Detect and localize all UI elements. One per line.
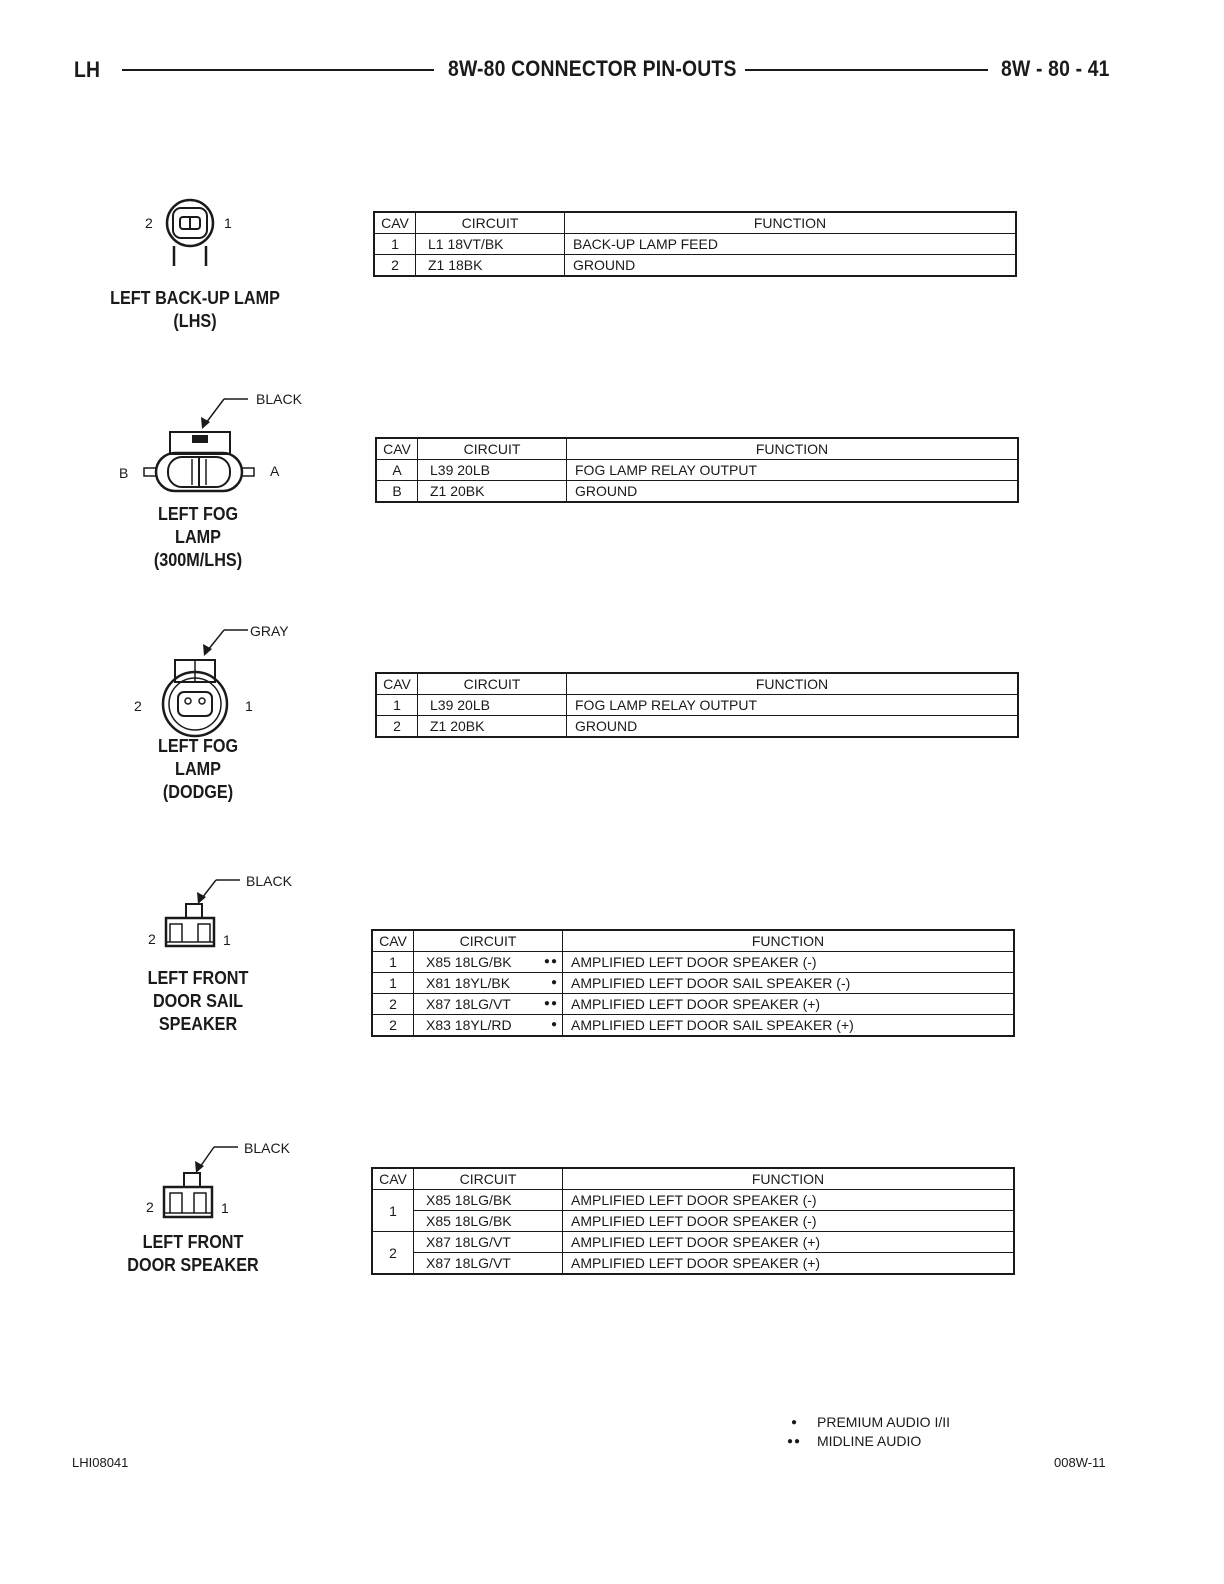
door-speaker-connector-icon xyxy=(158,1143,258,1223)
pin-label: 1 xyxy=(224,215,232,231)
connector-caption: LEFT FRONT DOOR SPEAKER xyxy=(127,1232,259,1275)
premium-audio-icon: ● xyxy=(550,977,558,988)
table-row: 1 X85 18LG/BK ●● AMPLIFIED LEFT DOOR SPEAKER (-) xyxy=(372,952,1014,973)
table-row: 1 X85 18LG/BK AMPLIFIED LEFT DOOR SPEAKER (-) xyxy=(372,1190,1014,1211)
premium-audio-icon: ● xyxy=(790,1417,798,1428)
pin-label: 2 xyxy=(146,1199,154,1215)
connector-caption: LEFT FRONT DOOR SAIL SPEAKER xyxy=(147,968,249,1034)
table-row: 1 L1 18VT/BK BACK-UP LAMP FEED xyxy=(374,234,1016,255)
page-title: 8W-80 CONNECTOR PIN-OUTS xyxy=(448,56,737,81)
premium-audio-icon: ● xyxy=(550,1019,558,1030)
audio-legend xyxy=(785,1413,950,1451)
pinout-table: CAV CIRCUIT FUNCTION 1 X85 18LG/BK AMPLIFIED LEFT DOOR SPEAKER (-) X85 18LG/BK AMPLIFIED LEFT DOOR SPEAKER (-) 2 X87 18LG/VT AMPLIFIED LEFT DOOR SPEAKER (+) X87 18LG/VT AMPLIFIED LEFT DOOR SPEAKER (+) xyxy=(371,1167,1015,1275)
connector-caption: LEFT BACK-UP LAMP (LHS) xyxy=(110,288,280,331)
page-number: 8W - 80 - 41 xyxy=(1001,56,1110,81)
midline-audio-icon: ●● xyxy=(543,998,558,1009)
connector-color: GRAY xyxy=(250,623,289,639)
legend-label: MIDLINE AUDIO xyxy=(817,1433,922,1449)
table-row: 2 X83 18YL/RD ● AMPLIFIED LEFT DOOR SAIL SPEAKER (+) xyxy=(372,1015,1014,1037)
table-row: 2 X87 18LG/VT ●● AMPLIFIED LEFT DOOR SPEAKER (+) xyxy=(372,994,1014,1015)
section-code: LH xyxy=(74,57,101,82)
header-rule-right xyxy=(745,69,988,71)
table-row: 2 Z1 18BK GROUND xyxy=(374,255,1016,277)
table-row: X87 18LG/VT AMPLIFIED LEFT DOOR SPEAKER (+) xyxy=(372,1253,1014,1275)
pin-label: 1 xyxy=(221,1200,229,1216)
pin-label: 2 xyxy=(134,698,142,714)
connector-color: BLACK xyxy=(256,391,302,407)
table-row: 1 L39 20LB FOG LAMP RELAY OUTPUT xyxy=(376,695,1018,716)
table-row: 2 Z1 20BK GROUND xyxy=(376,716,1018,738)
pinout-table: CAV CIRCUIT FUNCTION A L39 20LB FOG LAMP RELAY OUTPUT B Z1 20BK GROUND xyxy=(375,437,1019,503)
fog-lamp-dodge-connector-icon xyxy=(150,626,260,741)
back-up-lamp-connector-icon xyxy=(160,192,230,272)
connector-color: BLACK xyxy=(246,873,292,889)
pin-label: 1 xyxy=(223,932,231,948)
table-row: X85 18LG/BK AMPLIFIED LEFT DOOR SPEAKER (-) xyxy=(372,1211,1014,1232)
table-row: 2 X87 18LG/VT AMPLIFIED LEFT DOOR SPEAKER (+) xyxy=(372,1232,1014,1253)
pin-label: 1 xyxy=(245,698,253,714)
figure-id: LHI08041 xyxy=(72,1455,129,1470)
connector-caption: LEFT FOG LAMP (DODGE) xyxy=(157,736,239,802)
door-sail-speaker-connector-icon xyxy=(160,876,260,956)
pin-label: 2 xyxy=(148,931,156,947)
table-row: 1 X81 18YL/BK ● AMPLIFIED LEFT DOOR SAIL SPEAKER (-) xyxy=(372,973,1014,994)
pinout-table: CAV CIRCUIT FUNCTION 1 L39 20LB FOG LAMP RELAY OUTPUT 2 Z1 20BK GROUND xyxy=(375,672,1019,738)
table-row: A L39 20LB FOG LAMP RELAY OUTPUT xyxy=(376,460,1018,481)
fog-lamp-300m-connector-icon xyxy=(140,395,270,505)
pin-label: A xyxy=(270,463,280,479)
legend-label: PREMIUM AUDIO I/II xyxy=(817,1414,951,1430)
pinout-table: CAV CIRCUIT FUNCTION 1 L1 18VT/BK BACK-UP LAMP FEED 2 Z1 18BK GROUND xyxy=(373,211,1017,277)
table-row: B Z1 20BK GROUND xyxy=(376,481,1018,503)
header-rule-left xyxy=(122,69,434,71)
pinout-table: CAV CIRCUIT FUNCTION 1 X85 18LG/BK ●● AMPLIFIED LEFT DOOR SPEAKER (-) 1 X81 18YL/BK ● AMPLIFIED LEFT DOOR SAIL SPEAKER (-) 2 X87 18LG/VT ●● AMPLIFIED LEFT DOOR SPEAKER (+) 2 X83 18YL/RD ● AMPLIFIED LEFT DOOR SAIL SPEAKER (+) xyxy=(371,929,1015,1037)
midline-audio-icon: ●● xyxy=(543,956,558,967)
pin-label: 2 xyxy=(145,215,153,231)
connector-color: BLACK xyxy=(244,1140,290,1156)
midline-audio-icon: ●● xyxy=(786,1436,802,1447)
figure-code: 008W-11 xyxy=(1054,1455,1106,1470)
pin-label: B xyxy=(119,465,129,481)
connector-caption: LEFT FOG LAMP (300M/LHS) xyxy=(153,504,243,570)
